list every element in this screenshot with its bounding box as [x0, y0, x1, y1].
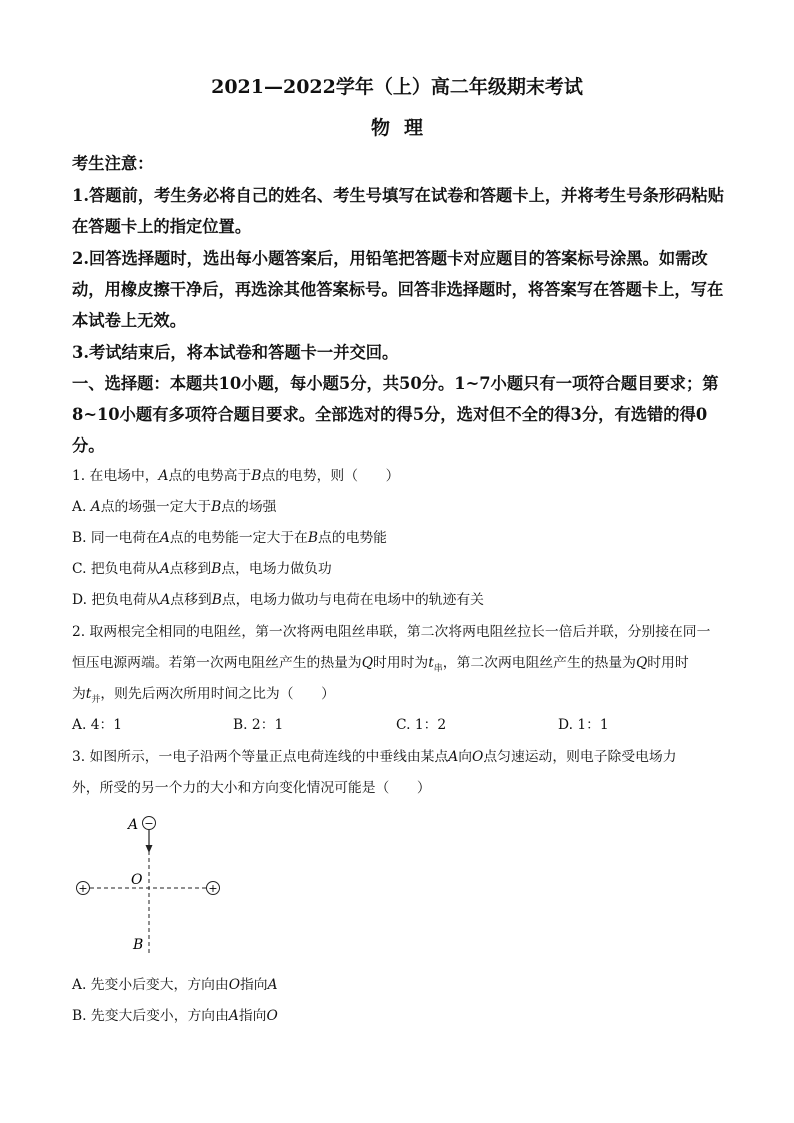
right-charge-sign: +	[208, 882, 218, 895]
q2-stem-line-2: 恒压电源两端。若第一次两电阻丝产生的热量为Q时用时为$t_串$，第二次两电阻丝产生的热量为Q时用时	[72, 655, 689, 674]
q1-option-c: C. 把负电荷从A点移到B点，电场力做负功	[72, 561, 332, 577]
label-b: B	[133, 937, 144, 953]
notice-item-2-line-2: 动，用橡皮擦干净后，再选涂其他答案标号。回答非选择题时，将答案写在答题卡上，写在	[72, 280, 724, 299]
notice-heading: 考生注意：	[72, 154, 154, 173]
notice-item-1-line-1: 1.答题前，考生务必将自己的姓名、考生号填写在试卷和答题卡上，并将考生号条形码粘贴	[72, 186, 724, 205]
section-1-line-1: 一、选择题：本题共10小题，每小题5分，共50分。1~7小题只有一项符合题目要求；第	[72, 374, 719, 393]
q1-option-a: A. A点的场强一定大于B点的场强	[72, 499, 277, 515]
q3-stem-line-1: 3. 如图所示，一电子沿两个等量正点电荷连线的中垂线由某点A向O点匀速运动，则电子除受电场力	[72, 749, 677, 765]
q3-option-b: B. 先变大后变小，方向由A指向O	[72, 1008, 278, 1024]
q2-stem-line-3: 为$t_并$，则先后两次所用时间之比为（ ）	[72, 686, 335, 705]
label-a: A	[128, 817, 139, 833]
q1-option-b: B. 同一电荷在A点的电势能一定大于在B点的电势能	[72, 530, 387, 546]
q1-option-d: D. 把负电荷从A点移到B点，电场力做功与电荷在电场中的轨迹有关	[72, 592, 484, 608]
q2-option-b: B. 2：1	[233, 717, 284, 733]
label-o: O	[131, 872, 143, 888]
exam-title: 2021—2022学年（上）高二年级期末考试	[211, 76, 583, 98]
q2-stem-line-1: 2. 取两根完全相同的电阻丝，第一次将两电阻丝串联，第二次将两电阻丝拉长一倍后并联，分别接在同一	[72, 624, 711, 640]
notice-item-2-line-3: 本试卷上无效。	[72, 311, 186, 330]
q1-stem: 1. 在电场中，A点的电势高于B点的电势，则（ ）	[72, 468, 400, 484]
notice-item-2-line-1: 2.回答选择题时，选出每小题答案后，用铅笔把答题卡对应题目的答案标号涂黑。如需改	[72, 249, 708, 268]
q2-option-d: D. 1：1	[558, 717, 609, 733]
left-charge-sign: +	[78, 882, 88, 895]
q2-option-a: A. 4：1	[72, 717, 123, 733]
q2-option-c: C. 1：2	[396, 717, 447, 733]
notice-item-1-line-2: 在答题卡上的指定位置。	[72, 217, 252, 236]
section-1-line-2: 8~10小题有多项符合题目要求。全部选对的得5分，选对但不全的得3分，有选错的得0	[72, 405, 708, 424]
q3-stem-line-2: 外，所受的另一个力的大小和方向变化情况可能是（ ）	[72, 780, 431, 796]
subject-title: 物理	[370, 117, 437, 139]
q3-option-a: A. 先变小后变大，方向由O指向A	[72, 977, 278, 993]
notice-item-3: 3.考试结束后，将本试卷和答题卡一并交回。	[72, 343, 399, 362]
electron-sign: −	[144, 817, 154, 830]
motion-arrow-head	[146, 845, 153, 853]
section-1-line-3: 分。	[72, 436, 105, 455]
q3-charge-figure	[70, 808, 230, 958]
